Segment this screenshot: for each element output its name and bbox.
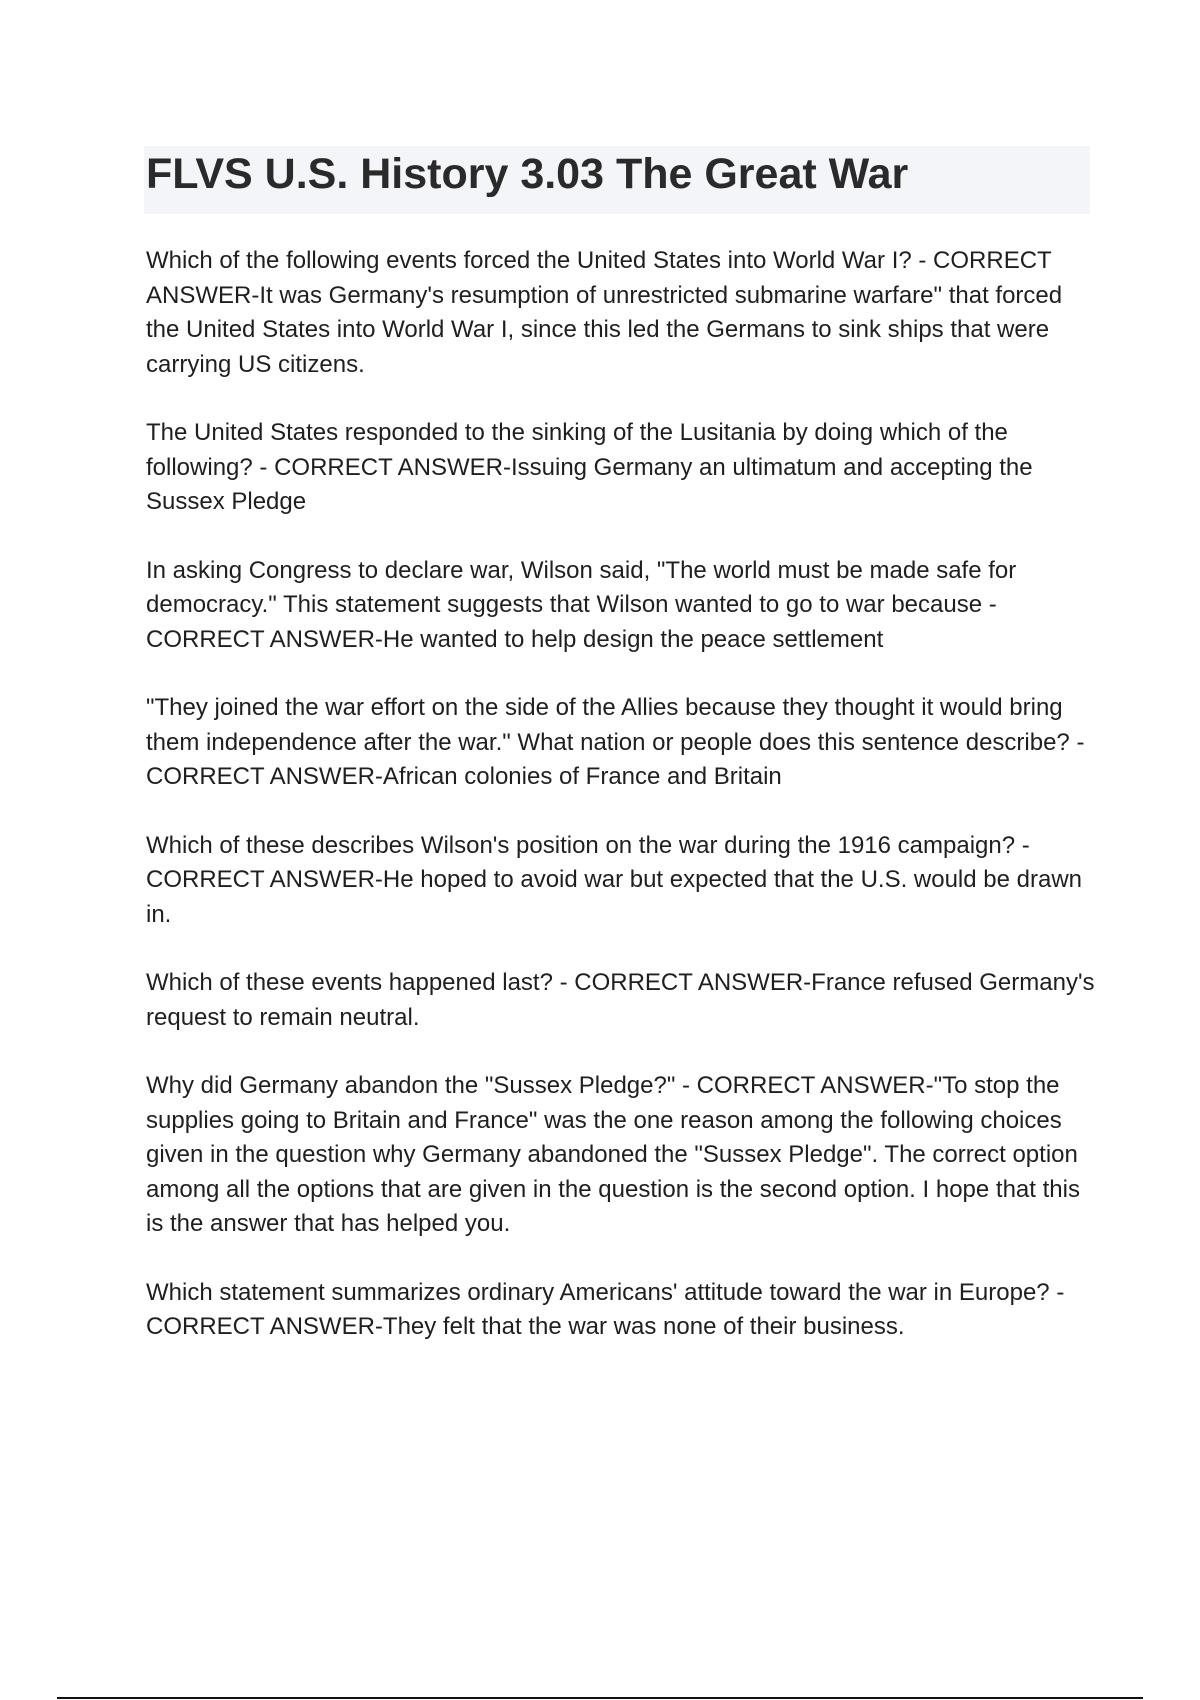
page-divider	[57, 1697, 1143, 1699]
qa-item: Why did Germany abandon the "Sussex Pledge?" - CORRECT ANSWER-"To stop the supplies going to Britain and France" was the one reason among the following choices given in the question why Germany abandoned the "Sussex Pledge". The correct option among all the options that are given in the question is the second option. I hope that this is the answer that has helped you.	[146, 1072, 1080, 1237]
qa-item: The United States responded to the sinking of the Lusitania by doing which of the following? - CORRECT ANSWER-Issuing Germany an ultimatum and accepting the Sussex Pledge	[146, 419, 1033, 515]
qa-item: Which of the following events forced the United States into World War I? - CORRECT ANSWER-It was Germany's resumption of unrestricted submarine warfare" that forced the United States into World War I, since this led the Germans to sink ships that were carrying US citizens.	[146, 247, 1063, 378]
qa-item: Which of these describes Wilson's position on the war during the 1916 campaign? - CORRECT ANSWER-He hoped to avoid war but expected that the U.S. would be drawn in.	[146, 831, 1083, 928]
document-title: FLVS U.S. History 3.03 The Great War	[146, 150, 909, 198]
qa-item: "They joined the war effort on the side of the Allies because they thought it would bring them independence after the war." What nation or people does this sentence describe? - CORRECT ANSWER-African colonies of France and Britain	[146, 694, 1085, 790]
qa-item: Which of these events happened last? - CORRECT ANSWER-France refused Germany's request to remain neutral.	[146, 969, 1095, 1031]
qa-item: Which statement summarizes ordinary Americans' attitude toward the war in Europe? - CORRECT ANSWER-They felt that the war was none of their business.	[146, 1278, 1065, 1340]
qa-list	[146, 244, 1096, 1379]
qa-item: In asking Congress to declare war, Wilson said, "The world must be made safe for democracy." This statement suggests that Wilson wanted to go to war because - CORRECT ANSWER-He wanted to help design the peace settlement	[146, 556, 1017, 653]
